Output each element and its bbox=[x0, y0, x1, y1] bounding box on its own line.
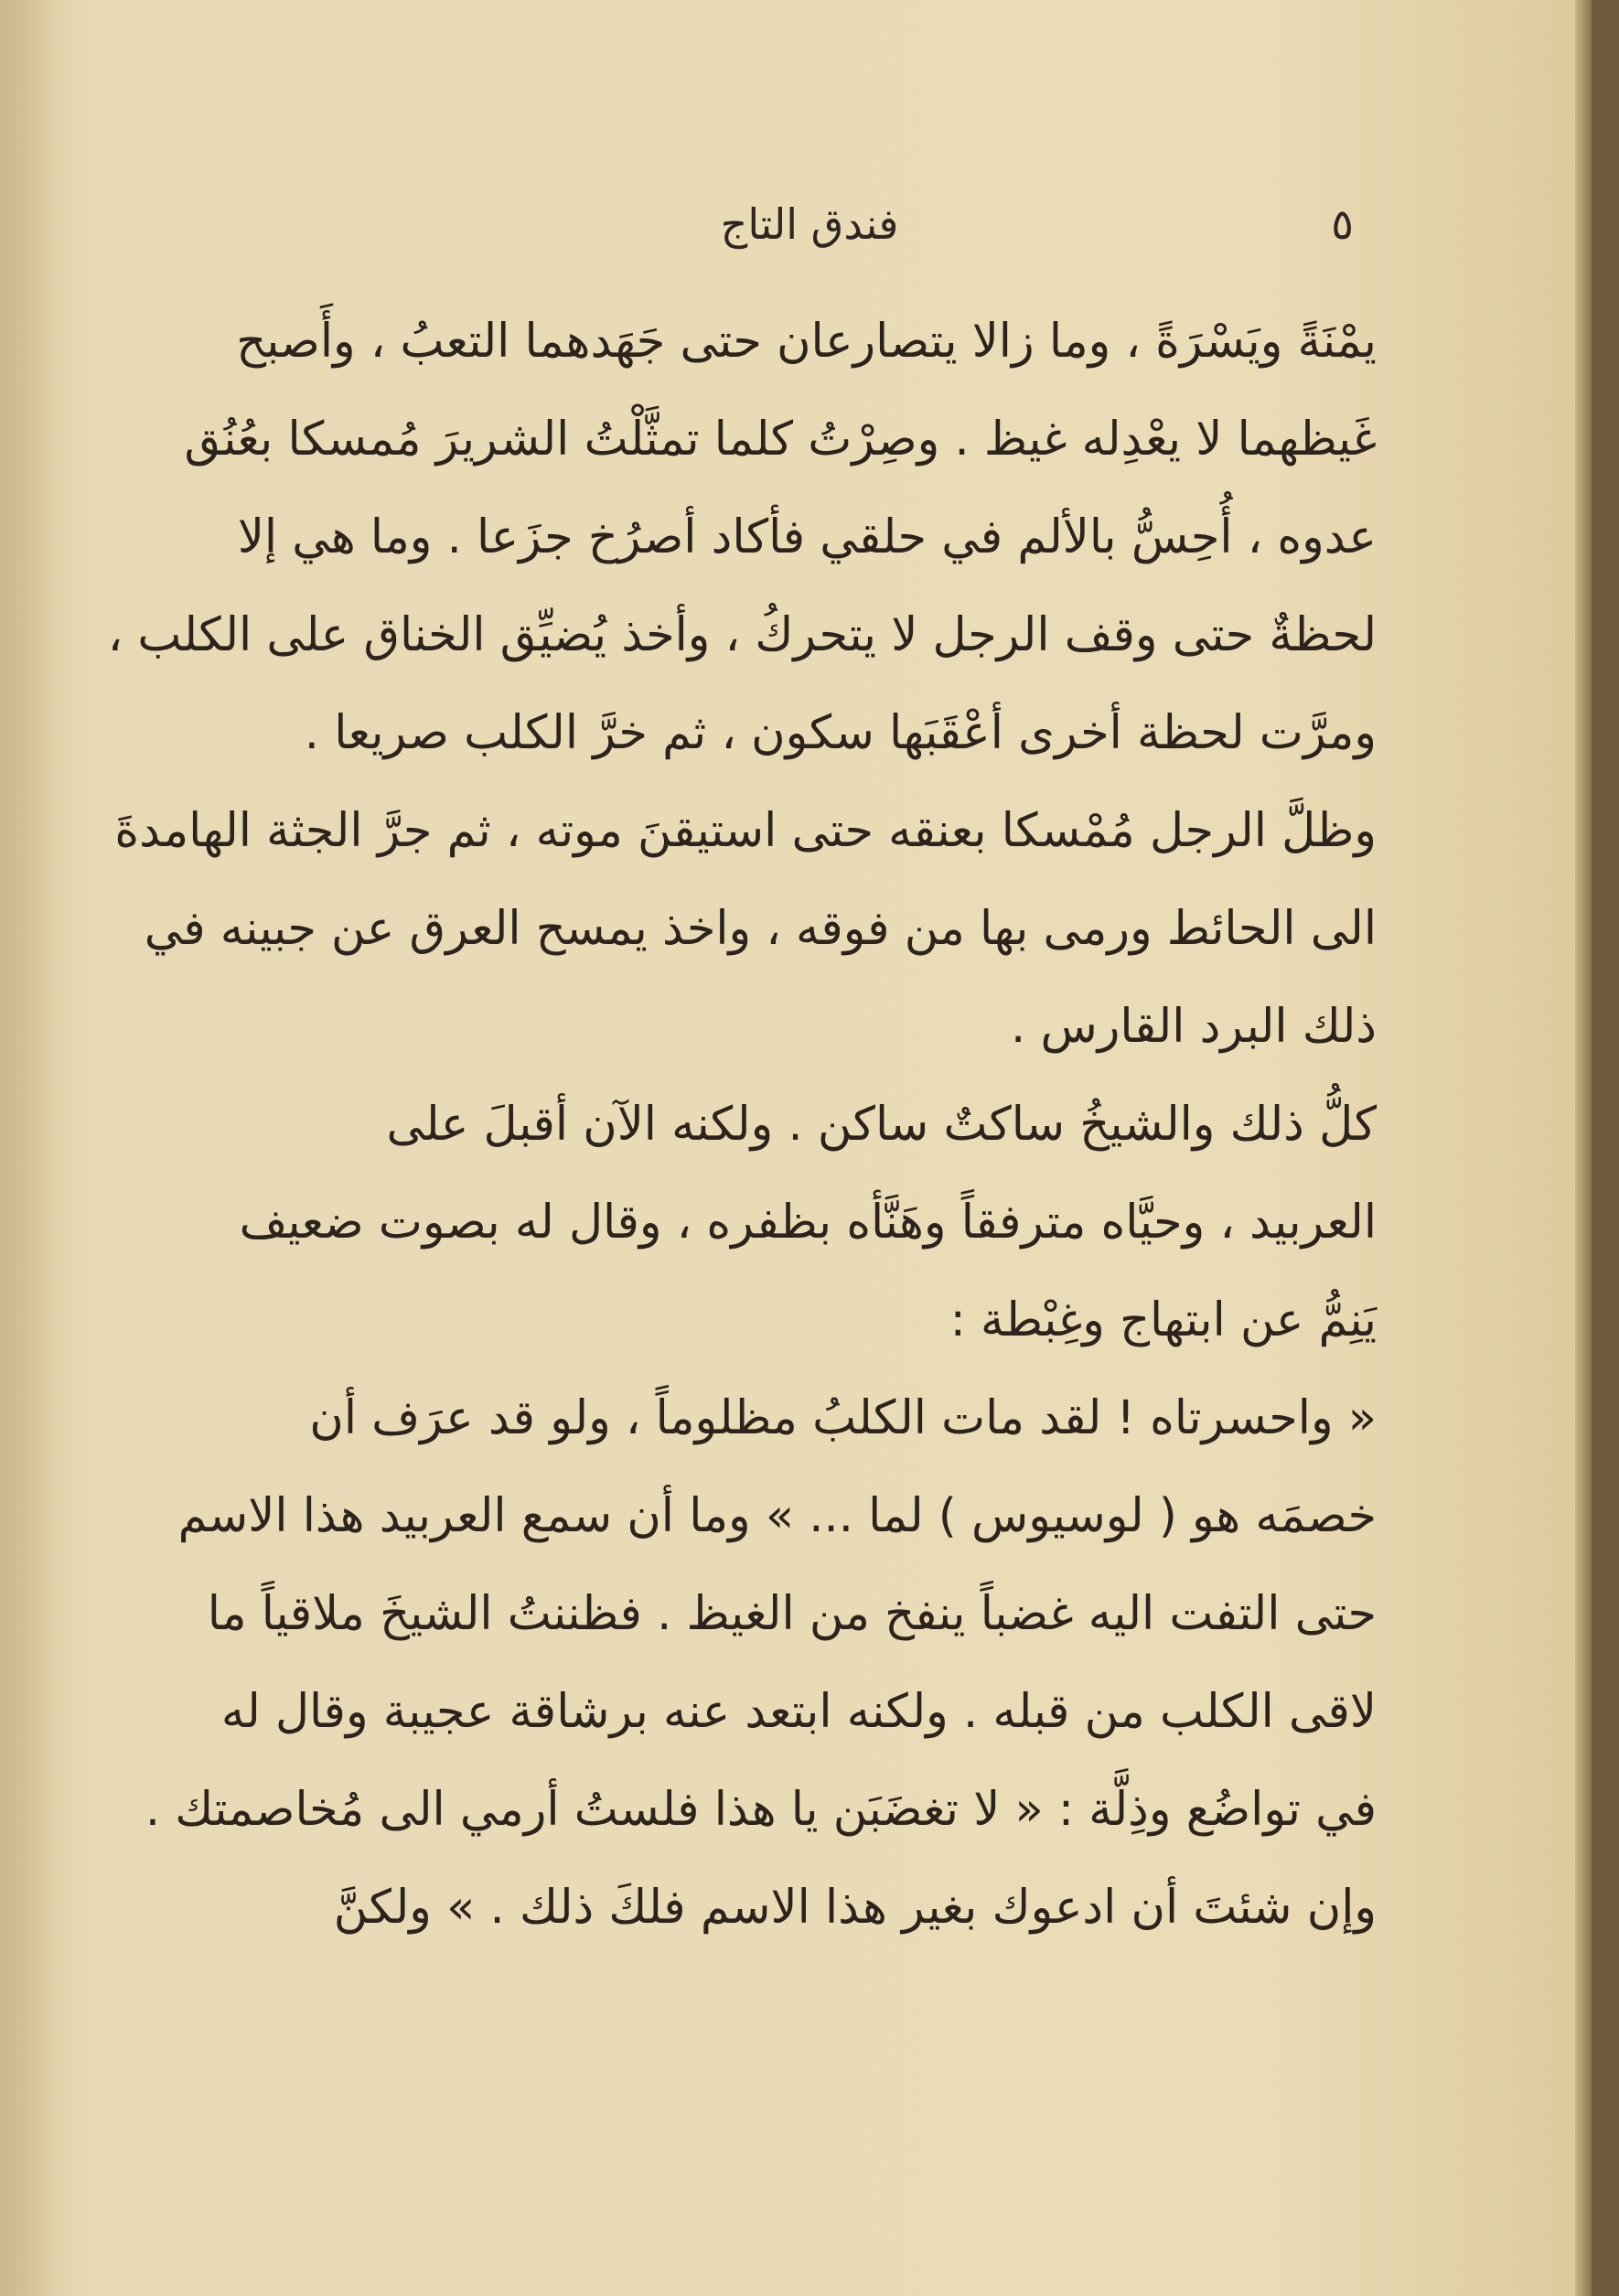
text-line: عدوه ، أُحِسُّ بالألم في حلقي فأكاد أصرُخ جزَعا . وما هي إلا bbox=[237, 510, 1377, 564]
text-line: كلُّ ذلك والشيخُ ساكتٌ ساكن . ولكنه الآن أقبلَ على bbox=[386, 1098, 1377, 1152]
text-line: وظلَّ الرجل مُمْسكا بعنقه حتى استيقنَ موته ، ثم جرَّ الجثة الهامدةَ bbox=[114, 804, 1377, 858]
text-line: غَيظهما لا يعْدِله غيظ . وصِرْتُ كلما تمثَّلْتُ الشريرَ مُمسكا بعُنُق bbox=[184, 413, 1377, 467]
paragraph-2 bbox=[239, 1076, 1377, 1369]
text-line: العربيد ، وحيَّاه مترفقاً وهَنَّأه بظفره ، وقال له بصوت ضعيف bbox=[239, 1196, 1377, 1250]
text-line: وإن شئتَ أن ادعوك بغير هذا الاسم فلكَ ذلك . » ولكنَّ bbox=[333, 1881, 1377, 1935]
page-header bbox=[265, 183, 1354, 265]
book-binding bbox=[1592, 0, 1619, 2296]
binding-edge bbox=[1575, 0, 1592, 2296]
page-left-shadow bbox=[0, 0, 55, 2296]
paragraph-1 bbox=[107, 293, 1377, 1076]
text-line: ذلك البرد القارس . bbox=[1011, 1000, 1377, 1054]
text-line: خصمَه هو ( لوسيوس ) لما ... » وما أن سمع العربيد هذا الاسم bbox=[177, 1489, 1377, 1543]
running-title: فندق التاج bbox=[720, 199, 899, 249]
text-line: « واحسرتاه ! لقد مات الكلبُ مظلوماً ، ولو قد عرَف أن bbox=[309, 1391, 1377, 1445]
body-text bbox=[107, 293, 1377, 1957]
text-line: يَنِمُّ عن ابتهاج وغِبْطة : bbox=[949, 1293, 1377, 1347]
paragraph-3 bbox=[145, 1369, 1377, 1957]
text-line: الى الحائط ورمى بها من فوقه ، واخذ يمسح العرق عن جبينه في bbox=[144, 902, 1377, 956]
text-line: لاقى الكلب من قبله . ولكنه ابتعد عنه برشاقة عجيبة وقال له bbox=[220, 1685, 1377, 1739]
text-line: في تواضُع وذِلَّة : « لا تغضَبَن يا هذا فلستُ أرمي الى مُخاصمتك . bbox=[145, 1783, 1377, 1837]
text-line: يمْنَةً ويَسْرَةً ، وما زالا يتصارعان حتى جَهَدهما التعبُ ، وأَصبح bbox=[236, 315, 1377, 369]
page-number: ٥ bbox=[1331, 199, 1354, 249]
text-line: لحظةٌ حتى وقف الرجل لا يتحركُ ، وأخذ يُضيِّق الخناق على الكلب ، bbox=[107, 608, 1377, 662]
text-line: ومرَّت لحظة أخرى أعْقَبَها سكون ، ثم خرَّ الكلب صريعا . bbox=[304, 706, 1377, 760]
text-line: حتى التفت اليه غضباً ينفخ من الغيظ . فظننتُ الشيخَ ملاقياً ما bbox=[207, 1587, 1377, 1641]
